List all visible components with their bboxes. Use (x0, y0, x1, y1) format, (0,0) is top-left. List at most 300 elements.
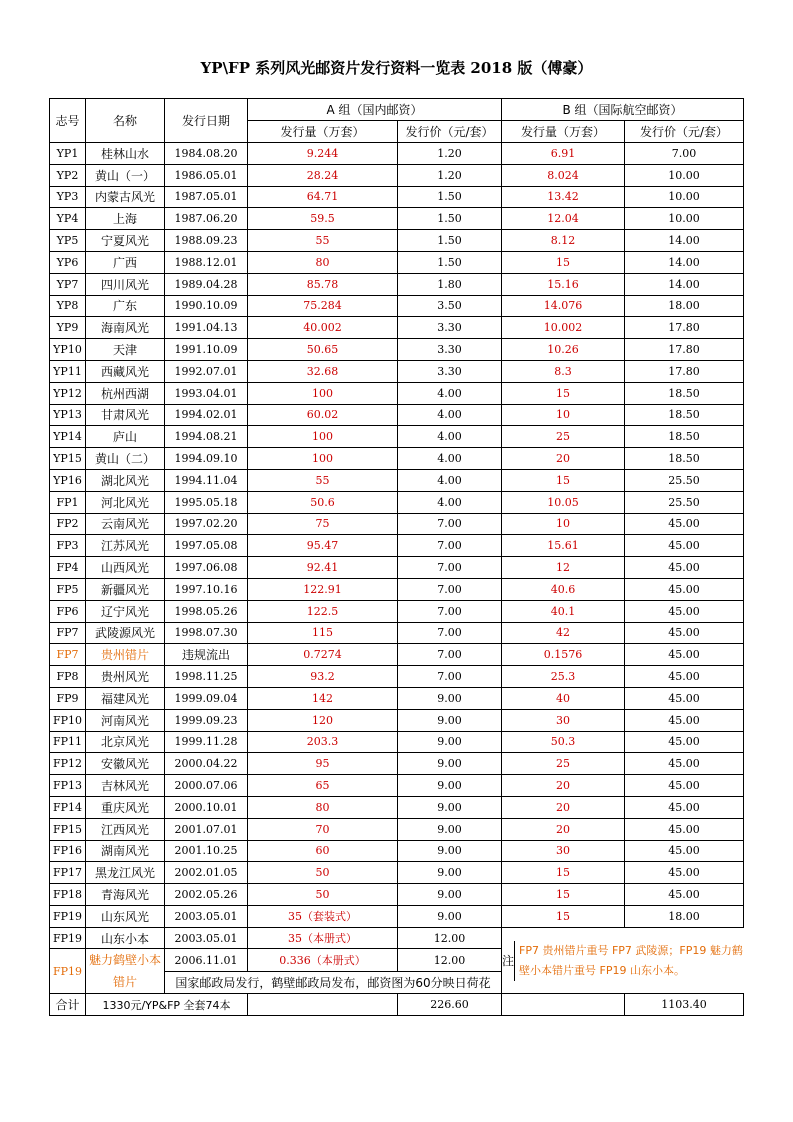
row-b-qty: 20 (502, 775, 625, 797)
row-b-qty: 20 (502, 796, 625, 818)
table-row (50, 426, 744, 448)
row-a-price: 9.00 (398, 818, 502, 840)
row-name: 湖北风光 (86, 469, 165, 491)
row-a-price: 4.00 (398, 382, 502, 404)
row-a-qty: 95.47 (248, 535, 398, 557)
row-name: 云南风光 (86, 513, 165, 535)
row-b-price: 45.00 (625, 731, 744, 753)
row-name: 海南风光 (86, 317, 165, 339)
row-b-qty: 12 (502, 557, 625, 579)
row-date: 1997.10.16 (165, 578, 248, 600)
total-row (50, 994, 744, 1016)
row-a-qty: 100 (248, 426, 398, 448)
table-row (50, 709, 744, 731)
row-code: FP19 (50, 949, 86, 994)
row-b-qty: 50.3 (502, 731, 625, 753)
row-b-price: 45.00 (625, 862, 744, 884)
row-b-qty: 40 (502, 687, 625, 709)
row-date: 1987.06.20 (165, 208, 248, 230)
row-a-price: 7.00 (398, 557, 502, 579)
header-date: 发行日期 (165, 99, 248, 143)
row-code: YP16 (50, 469, 86, 491)
table-row (50, 840, 744, 862)
row-code: FP18 (50, 884, 86, 906)
row-b-qty: 6.91 (502, 143, 625, 165)
row-date: 1991.04.13 (165, 317, 248, 339)
row-b-qty: 25.3 (502, 666, 625, 688)
row-a-qty: 122.5 (248, 600, 398, 622)
row-code: YP7 (50, 273, 86, 295)
row-date: 1994.09.10 (165, 448, 248, 470)
row-a-qty: 64.71 (248, 186, 398, 208)
row-b-qty: 15 (502, 382, 625, 404)
row-name: 甘肃风光 (86, 404, 165, 426)
row-b-price: 45.00 (625, 557, 744, 579)
row-a-price: 1.50 (398, 251, 502, 273)
row-code: YP11 (50, 360, 86, 382)
row-date: 1990.10.09 (165, 295, 248, 317)
row-b-price: 17.80 (625, 317, 744, 339)
header-b-price: 发行价（元/套） (625, 121, 744, 143)
row-b-qty: 15 (502, 862, 625, 884)
table-row (50, 230, 744, 252)
row-b-price: 45.00 (625, 709, 744, 731)
row-a-price: 9.00 (398, 862, 502, 884)
row-date: 1988.12.01 (165, 251, 248, 273)
row-code: YP14 (50, 426, 86, 448)
row-b-qty: 12.04 (502, 208, 625, 230)
row-a-qty: 9.244 (248, 143, 398, 165)
row-code: FP9 (50, 687, 86, 709)
row-date: 1998.05.26 (165, 600, 248, 622)
row-a-price: 1.20 (398, 164, 502, 186)
row-date: 1989.04.28 (165, 273, 248, 295)
row-b-price: 45.00 (625, 578, 744, 600)
row-b-price: 18.50 (625, 382, 744, 404)
table-row (50, 775, 744, 797)
row-name: 山东小本 (86, 927, 165, 949)
row-date: 2000.04.22 (165, 753, 248, 775)
row-date: 2000.07.06 (165, 775, 248, 797)
row-a-qty: 59.5 (248, 208, 398, 230)
table-row (50, 884, 744, 906)
row-date: 1998.11.25 (165, 666, 248, 688)
row-a-price: 3.50 (398, 295, 502, 317)
row-a-qty: 100 (248, 448, 398, 470)
row-a-qty: 85.78 (248, 273, 398, 295)
row-code: FP7 (50, 644, 86, 666)
row-code: YP12 (50, 382, 86, 404)
row-name: 江苏风光 (86, 535, 165, 557)
row-a-price: 9.00 (398, 709, 502, 731)
row-code: YP10 (50, 339, 86, 361)
row-b-price: 45.00 (625, 666, 744, 688)
row-a-qty: 35（本册式） (248, 927, 398, 949)
row-date: 1994.08.21 (165, 426, 248, 448)
row-b-price: 45.00 (625, 600, 744, 622)
table-row (50, 796, 744, 818)
table-row (50, 186, 744, 208)
row-b-price: 45.00 (625, 644, 744, 666)
table-row (50, 208, 744, 230)
row-date: 违规流出 (165, 644, 248, 666)
row-a-price: 1.20 (398, 143, 502, 165)
note-label: 注 (502, 954, 515, 969)
row-code: YP13 (50, 404, 86, 426)
row-code: FP10 (50, 709, 86, 731)
row-a-price: 9.00 (398, 884, 502, 906)
row-a-qty: 92.41 (248, 557, 398, 579)
row-b-price: 14.00 (625, 251, 744, 273)
row-a-qty: 28.24 (248, 164, 398, 186)
table-row (50, 469, 744, 491)
row-code: FP19 (50, 927, 86, 949)
row-code: YP4 (50, 208, 86, 230)
header-group-b: B 组（国际航空邮资） (502, 99, 744, 121)
table-row (50, 622, 744, 644)
row-b-price: 17.80 (625, 339, 744, 361)
row-code: FP4 (50, 557, 86, 579)
row-b-price: 14.00 (625, 273, 744, 295)
row-a-price: 4.00 (398, 469, 502, 491)
row-a-qty: 80 (248, 796, 398, 818)
row-code: FP7 (50, 622, 86, 644)
row-b-qty: 10.05 (502, 491, 625, 513)
table-row (50, 927, 744, 949)
row-name: 庐山 (86, 426, 165, 448)
table-row (50, 491, 744, 513)
row-b-price: 7.00 (625, 143, 744, 165)
row-name: 宁夏风光 (86, 230, 165, 252)
row-b-price: 45.00 (625, 840, 744, 862)
row-name: 贵州风光 (86, 666, 165, 688)
row-code: YP1 (50, 143, 86, 165)
row-b-price: 10.00 (625, 164, 744, 186)
row-date: 1994.02.01 (165, 404, 248, 426)
row-code: YP2 (50, 164, 86, 186)
table-row (50, 339, 744, 361)
row-code: FP2 (50, 513, 86, 535)
header-b-qty: 发行量（万套） (502, 121, 625, 143)
row-name: 杭州西湖 (86, 382, 165, 404)
total-label: 合计 (50, 994, 86, 1016)
row-a-qty: 55 (248, 230, 398, 252)
row-a-price: 9.00 (398, 687, 502, 709)
row-a-qty: 60.02 (248, 404, 398, 426)
row-a-qty: 50 (248, 862, 398, 884)
row-name: 新疆风光 (86, 578, 165, 600)
row-date: 1994.11.04 (165, 469, 248, 491)
row-b-price: 45.00 (625, 687, 744, 709)
total-summary: 1330元/YP&FP 全套74本 (86, 994, 248, 1016)
row-b-qty: 20 (502, 818, 625, 840)
row-code: FP6 (50, 600, 86, 622)
row-name: 贵州错片 (86, 644, 165, 666)
row-a-price: 1.80 (398, 273, 502, 295)
row-a-qty: 0.7274 (248, 644, 398, 666)
row-a-price: 12.00 (398, 927, 502, 949)
row-date: 2006.11.01 (165, 949, 248, 972)
row-a-price: 4.00 (398, 448, 502, 470)
row-a-price: 9.00 (398, 753, 502, 775)
row-date: 2001.07.01 (165, 818, 248, 840)
row-a-qty: 55 (248, 469, 398, 491)
row-a-price: 7.00 (398, 600, 502, 622)
row-name: 江西风光 (86, 818, 165, 840)
row-date: 2003.05.01 (165, 905, 248, 927)
row-date: 2001.10.25 (165, 840, 248, 862)
row-a-qty: 120 (248, 709, 398, 731)
row-b-qty: 30 (502, 709, 625, 731)
row-date: 1999.11.28 (165, 731, 248, 753)
row-name: 河北风光 (86, 491, 165, 513)
row-a-price: 9.00 (398, 796, 502, 818)
row-a-qty: 50.6 (248, 491, 398, 513)
row-date: 1992.07.01 (165, 360, 248, 382)
header-a-qty: 发行量（万套） (248, 121, 398, 143)
row-b-price: 14.00 (625, 230, 744, 252)
row-code: FP5 (50, 578, 86, 600)
row-b-price: 45.00 (625, 535, 744, 557)
row-a-price: 3.30 (398, 339, 502, 361)
row-date: 1997.02.20 (165, 513, 248, 535)
row-b-qty: 0.1576 (502, 644, 625, 666)
row-a-price: 1.50 (398, 230, 502, 252)
row-b-qty: 10 (502, 404, 625, 426)
row-a-price: 7.00 (398, 578, 502, 600)
row-date: 1987.05.01 (165, 186, 248, 208)
table-row (50, 448, 744, 470)
row-b-price: 17.80 (625, 360, 744, 382)
header-name: 名称 (86, 99, 165, 143)
row-a-qty: 70 (248, 818, 398, 840)
row-b-qty: 42 (502, 622, 625, 644)
table-row (50, 295, 744, 317)
row-a-price: 1.50 (398, 208, 502, 230)
row-code: FP1 (50, 491, 86, 513)
row-name: 魅力鹤壁小本错片 (86, 949, 165, 994)
row-name: 湖南风光 (86, 840, 165, 862)
row-a-qty: 65 (248, 775, 398, 797)
row-b-qty: 8.12 (502, 230, 625, 252)
row-code: FP13 (50, 775, 86, 797)
row-name: 山西风光 (86, 557, 165, 579)
row-a-price: 9.00 (398, 775, 502, 797)
table-row (50, 164, 744, 186)
row-code: YP3 (50, 186, 86, 208)
row-name: 天津 (86, 339, 165, 361)
row-a-price: 1.50 (398, 186, 502, 208)
row-code: FP8 (50, 666, 86, 688)
table-row (50, 600, 744, 622)
row-b-price: 45.00 (625, 884, 744, 906)
row-name: 内蒙古风光 (86, 186, 165, 208)
row-a-qty: 142 (248, 687, 398, 709)
note-text: FP7 贵州错片重号 FP7 武陵源；FP19 魅力鹤壁小本错片重号 FP19 山东小本。 (514, 941, 743, 981)
row-b-qty: 8.024 (502, 164, 625, 186)
table-row (50, 404, 744, 426)
row-b-price: 45.00 (625, 622, 744, 644)
row-a-qty: 50.65 (248, 339, 398, 361)
row-b-price: 45.00 (625, 818, 744, 840)
row-date: 1993.04.01 (165, 382, 248, 404)
row-date: 1999.09.04 (165, 687, 248, 709)
table-row (50, 687, 744, 709)
row-a-price: 4.00 (398, 404, 502, 426)
total-a-qty (248, 994, 398, 1016)
row-date: 1997.05.08 (165, 535, 248, 557)
row-b-qty: 20 (502, 448, 625, 470)
table-row (50, 731, 744, 753)
row-b-price: 45.00 (625, 775, 744, 797)
row-a-price: 9.00 (398, 905, 502, 927)
row-name: 安徽风光 (86, 753, 165, 775)
row-name: 河南风光 (86, 709, 165, 731)
row-name: 广西 (86, 251, 165, 273)
row-date: 1988.09.23 (165, 230, 248, 252)
row-a-qty: 50 (248, 884, 398, 906)
row-b-price: 18.50 (625, 448, 744, 470)
row-code: YP5 (50, 230, 86, 252)
row-b-qty: 15.16 (502, 273, 625, 295)
row-b-qty: 40.1 (502, 600, 625, 622)
table-row (50, 317, 744, 339)
row-name: 黄山（二） (86, 448, 165, 470)
row-a-qty: 40.002 (248, 317, 398, 339)
row-date: 1991.10.09 (165, 339, 248, 361)
table-row (50, 666, 744, 688)
row-b-qty: 10.26 (502, 339, 625, 361)
row-a-qty: 75 (248, 513, 398, 535)
row-name: 西藏风光 (86, 360, 165, 382)
row-date: 2003.05.01 (165, 927, 248, 949)
row-name: 山东风光 (86, 905, 165, 927)
row-name: 广东 (86, 295, 165, 317)
publisher-note: 国家邮政局发行，鹤壁邮政局发布，邮资图为60分映日荷花 (165, 971, 502, 994)
row-name: 北京风光 (86, 731, 165, 753)
row-date: 2002.01.05 (165, 862, 248, 884)
row-a-qty: 93.2 (248, 666, 398, 688)
table-row (50, 557, 744, 579)
row-a-price: 3.30 (398, 317, 502, 339)
table-row (50, 251, 744, 273)
row-code: FP14 (50, 796, 86, 818)
row-date: 1986.05.01 (165, 164, 248, 186)
row-b-price: 10.00 (625, 208, 744, 230)
header-group-a: A 组（国内邮资） (248, 99, 502, 121)
total-b-price: 1103.40 (625, 994, 744, 1016)
row-date: 1984.08.20 (165, 143, 248, 165)
row-b-qty: 8.3 (502, 360, 625, 382)
table-row (50, 273, 744, 295)
row-b-price: 25.50 (625, 491, 744, 513)
row-a-qty: 35（套装式） (248, 905, 398, 927)
row-name: 福建风光 (86, 687, 165, 709)
row-date: 1998.07.30 (165, 622, 248, 644)
row-b-price: 25.50 (625, 469, 744, 491)
row-name: 黄山（一） (86, 164, 165, 186)
row-b-qty: 30 (502, 840, 625, 862)
table-row (50, 905, 744, 927)
row-name: 桂林山水 (86, 143, 165, 165)
row-b-price: 18.00 (625, 295, 744, 317)
row-date: 2002.05.26 (165, 884, 248, 906)
row-a-price: 9.00 (398, 731, 502, 753)
table-row (50, 535, 744, 557)
row-code: FP19 (50, 905, 86, 927)
table-row (50, 753, 744, 775)
row-date: 2000.10.01 (165, 796, 248, 818)
row-code: YP15 (50, 448, 86, 470)
row-name: 辽宁风光 (86, 600, 165, 622)
row-name: 青海风光 (86, 884, 165, 906)
row-a-price: 12.00 (398, 949, 502, 972)
row-b-qty: 25 (502, 753, 625, 775)
row-name: 武陵源风光 (86, 622, 165, 644)
row-b-qty: 15 (502, 251, 625, 273)
row-a-qty: 0.336（本册式） (248, 949, 398, 972)
row-a-qty: 203.3 (248, 731, 398, 753)
table-row (50, 578, 744, 600)
page-title: YP\FP 系列风光邮资片发行资料一览表 2018 版（傅豪） (200, 59, 593, 77)
row-b-price: 10.00 (625, 186, 744, 208)
row-b-price: 45.00 (625, 753, 744, 775)
postcard-issue-table (49, 98, 744, 1016)
table-row (50, 143, 744, 165)
table-row (50, 382, 744, 404)
table-row (50, 513, 744, 535)
row-a-qty: 115 (248, 622, 398, 644)
row-date: 1997.06.08 (165, 557, 248, 579)
row-b-qty: 13.42 (502, 186, 625, 208)
table-row (50, 818, 744, 840)
row-b-qty: 15 (502, 469, 625, 491)
row-a-qty: 32.68 (248, 360, 398, 382)
row-b-qty: 15 (502, 884, 625, 906)
row-date: 1999.09.23 (165, 709, 248, 731)
row-b-price: 45.00 (625, 796, 744, 818)
row-code: YP6 (50, 251, 86, 273)
table-row (50, 360, 744, 382)
row-a-price: 7.00 (398, 513, 502, 535)
header-a-price: 发行价（元/套） (398, 121, 502, 143)
row-code: FP16 (50, 840, 86, 862)
row-a-qty: 122.91 (248, 578, 398, 600)
row-a-qty: 60 (248, 840, 398, 862)
header-code: 志号 (50, 99, 86, 143)
row-a-price: 7.00 (398, 666, 502, 688)
row-a-qty: 75.284 (248, 295, 398, 317)
row-b-qty: 25 (502, 426, 625, 448)
row-a-qty: 100 (248, 382, 398, 404)
row-a-price: 4.00 (398, 426, 502, 448)
row-a-price: 7.00 (398, 622, 502, 644)
row-b-price: 18.00 (625, 905, 744, 927)
row-b-price: 18.50 (625, 426, 744, 448)
row-name: 吉林风光 (86, 775, 165, 797)
table-row (50, 862, 744, 884)
row-code: FP11 (50, 731, 86, 753)
row-name: 四川风光 (86, 273, 165, 295)
row-b-price: 45.00 (625, 513, 744, 535)
row-b-qty: 10 (502, 513, 625, 535)
row-a-price: 7.00 (398, 644, 502, 666)
row-a-price: 4.00 (398, 491, 502, 513)
row-name: 黑龙江风光 (86, 862, 165, 884)
row-name: 重庆风光 (86, 796, 165, 818)
row-b-qty: 14.076 (502, 295, 625, 317)
note-cell (502, 927, 744, 994)
